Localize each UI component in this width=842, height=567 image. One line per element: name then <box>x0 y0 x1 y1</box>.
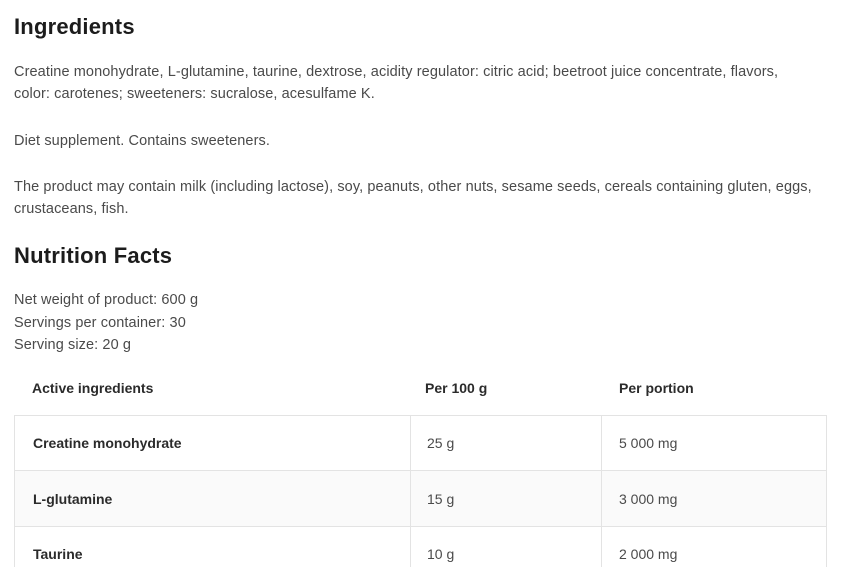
ingredient-per-100g-value: 15 g <box>410 471 601 526</box>
column-header-active-ingredients: Active ingredients <box>32 379 154 396</box>
serving-size-line: Serving size: 20 g <box>14 337 132 353</box>
ingredients-section-title: Ingredients <box>14 14 135 39</box>
ingredient-per-100g-value: 25 g <box>410 416 601 471</box>
servings-per-container-line: Servings per container: 30 <box>14 314 186 331</box>
ingredient-name: Taurine <box>33 546 83 563</box>
ingredient-name: Creatine monohydrate <box>33 434 182 451</box>
column-header-per-100g: Per 100 g <box>425 379 488 396</box>
nutrition-table-header-row <box>14 380 827 396</box>
net-weight-line: Net weight of product: 600 g <box>14 292 199 308</box>
ingredient-per-portion-value: 2 000 mg <box>601 527 826 567</box>
ingredient-per-100g-value: 10 g <box>410 527 601 567</box>
ingredients-paragraph-supplement-note: Diet supplement. Contains sweeteners. <box>14 133 270 149</box>
ingredients-paragraph-allergen-note: The product may contain milk (including lactose), soy, peanuts, other nuts, sesame seeds, cereals containing gluten, eggs, crustaceans, fish. <box>14 179 812 217</box>
ingredient-name: L-glutamine <box>33 490 113 507</box>
ingredients-paragraph-composition: Creatine monohydrate, L-glutamine, taurine, dextrose, acidity regulator: citric acid; beetroot juice concentrate, flavors, color: carotenes; sweeteners: sucralose, acesulfame K. <box>14 64 779 102</box>
table-row-l-glutamine <box>15 471 826 527</box>
serving-info-block <box>14 289 827 357</box>
nutrition-table <box>14 415 827 567</box>
column-header-per-portion: Per portion <box>619 379 694 396</box>
nutrition-facts-section-title: Nutrition Facts <box>14 243 173 268</box>
table-row-taurine <box>15 527 826 567</box>
ingredient-per-portion-value: 3 000 mg <box>601 471 826 526</box>
table-row-creatine-monohydrate <box>15 416 826 472</box>
ingredient-per-portion-value: 5 000 mg <box>601 416 826 471</box>
